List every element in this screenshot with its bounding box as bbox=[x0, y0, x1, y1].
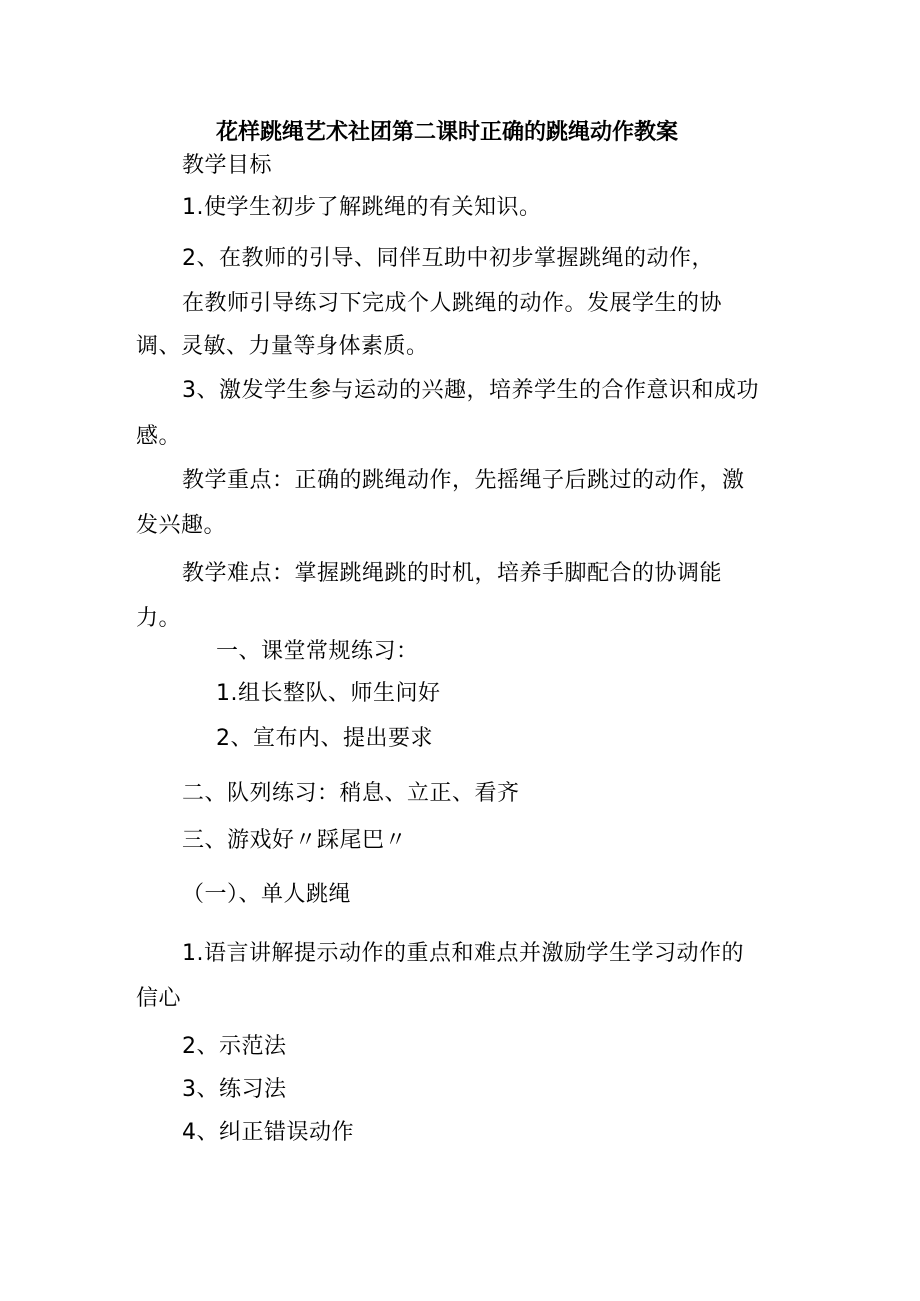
key-point-line-2: 发兴趣。 bbox=[136, 513, 227, 538]
method-2: 2、示范法 bbox=[182, 1034, 287, 1059]
method-1-line-1: 1.语言讲解提示动作的重点和难点并激励学生学习动作的 bbox=[182, 941, 744, 966]
section-1-heading: 一、课堂常规练习： bbox=[216, 639, 419, 664]
method-1-line-2: 信心 bbox=[136, 986, 182, 1011]
objective-2-line-2: 在教师引导练习下完成个人跳绳的动作。发展学生的协 bbox=[182, 291, 723, 316]
objectives-heading: 教学目标 bbox=[182, 153, 273, 178]
section-2-heading: 二、队列练习：稍息、立正、看齐 bbox=[182, 781, 520, 806]
section-1-item-2: 2、宣布内、提出要求 bbox=[216, 726, 433, 751]
objective-3-line-2: 感。 bbox=[136, 424, 182, 449]
difficulty-line-2: 力。 bbox=[136, 606, 182, 631]
objective-1: 1.使学生初步了解跳绳的有关知识。 bbox=[182, 195, 542, 220]
key-point-line-1: 教学重点：正确的跳绳动作，先摇绳子后跳过的动作，激 bbox=[182, 468, 745, 493]
method-4: 4、纠正错误动作 bbox=[182, 1120, 354, 1145]
section-3-heading: 三、游戏好〃踩尾巴〃 bbox=[182, 828, 408, 853]
objective-2-line-3: 调、灵敏、力量等身体素质。 bbox=[136, 334, 429, 359]
objective-2-line-1: 2、在教师的引导、同伴互助中初步掌握跳绳的动作， bbox=[182, 246, 714, 271]
method-3: 3、练习法 bbox=[182, 1077, 287, 1102]
difficulty-line-1: 教学难点：掌握跳绳跳的时机，培养手脚配合的协调能 bbox=[182, 561, 723, 586]
document-title: 花样跳绳艺术社团第二课时正确的跳绳动作教案 bbox=[216, 120, 679, 145]
subsection-1-heading: （一）、单人跳绳 bbox=[182, 882, 352, 907]
section-1-item-1: 1.组长整队、师生问好 bbox=[216, 681, 441, 706]
objective-3-line-1: 3、激发学生参与运动的兴趣，培养学生的合作意识和成功 bbox=[182, 378, 759, 403]
